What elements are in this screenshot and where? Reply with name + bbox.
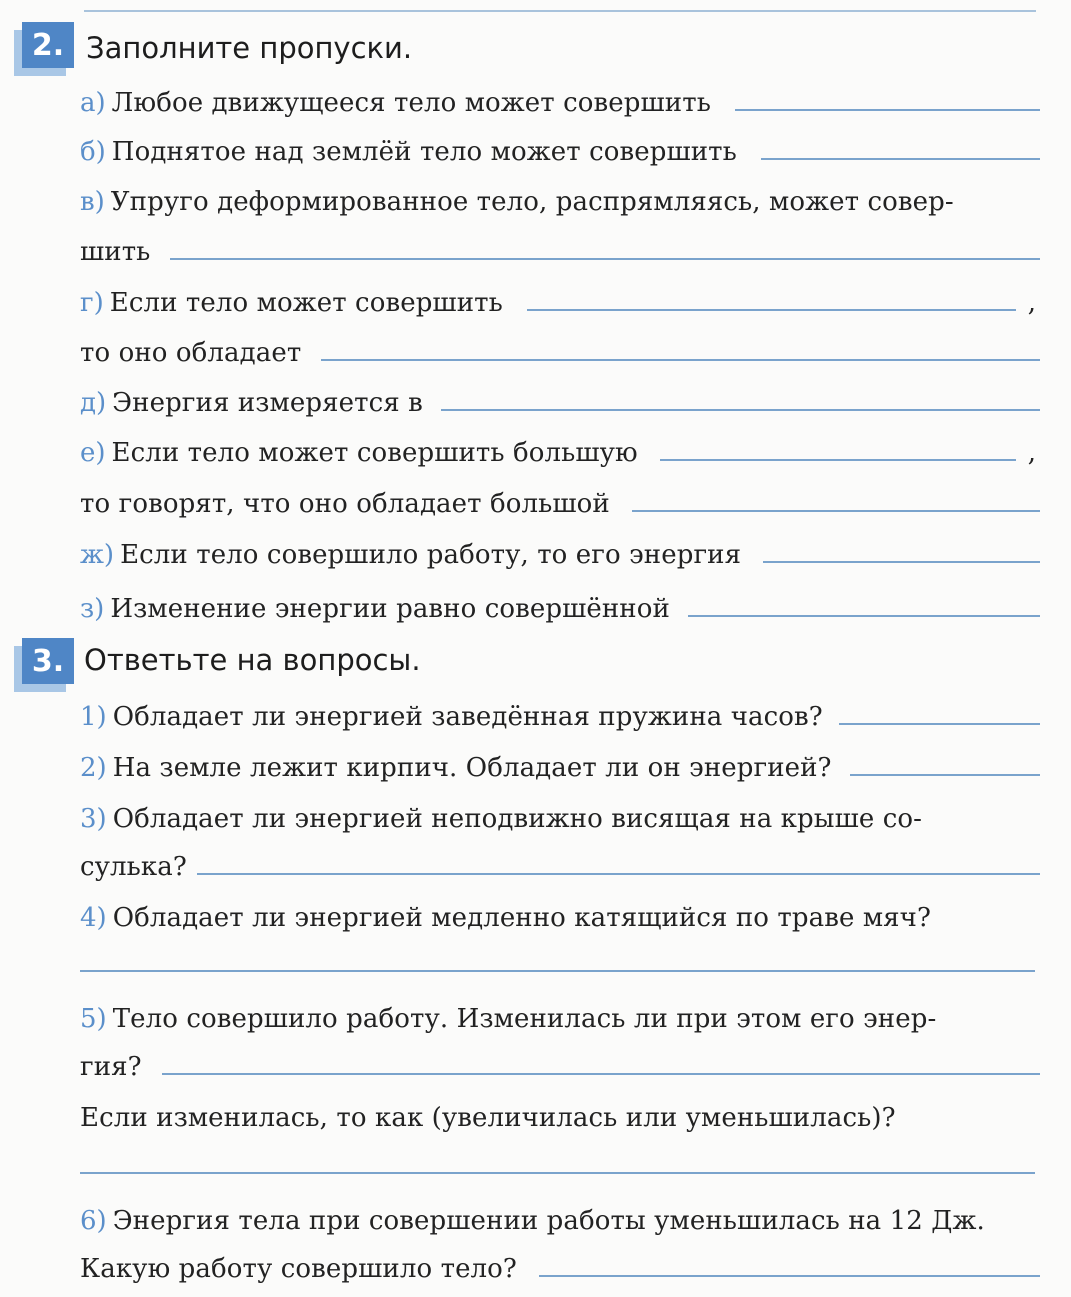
item-text-cont: гия? — [80, 1052, 142, 1082]
item-label: 4) — [80, 903, 107, 933]
task-3-question-6 — [80, 1196, 1040, 1236]
answer-blank-a[interactable] — [735, 109, 1040, 111]
item-label: 5) — [80, 1004, 107, 1034]
item-text: Если тело может совершить большую — [111, 438, 638, 468]
task-2-item-b — [80, 127, 1040, 167]
task-3-question-3-cont — [80, 842, 1040, 882]
item-text: Энергия тела при совершении работы уменьшилась на 12 Дж. — [112, 1206, 985, 1236]
item-text: Любое движущееся тело может совершить — [111, 88, 711, 118]
item-text-cont: шить — [80, 237, 151, 267]
top-rule — [84, 10, 1036, 12]
item-text: Тело совершило работу. Изменилась ли при этом его энер- — [112, 1004, 937, 1034]
item-text-followup: Если изменилась, то как (увеличилась или уменьшилась)? — [80, 1103, 896, 1133]
item-text: Изменение энергии равно совершённой — [110, 594, 670, 624]
item-label: 2) — [80, 753, 107, 783]
task-3-title: Ответьте на вопросы. — [84, 643, 421, 677]
item-text-cont: то оно обладает — [80, 338, 302, 368]
item-text-cont: Какую работу совершило тело? — [80, 1254, 517, 1284]
task-2-item-a — [80, 78, 1040, 118]
answer-blank-b[interactable] — [761, 158, 1040, 160]
answer-blank-q2[interactable] — [850, 774, 1040, 776]
item-label: з) — [80, 594, 105, 624]
item-text: Поднятое над землёй тело может совершить — [111, 137, 737, 167]
task-2-item-zh — [80, 530, 1040, 570]
task-3-question-6-cont — [80, 1244, 1040, 1284]
answer-blank-v[interactable] — [170, 258, 1040, 260]
item-text: Если тело может совершить — [109, 288, 503, 318]
item-text-cont: сулька? — [80, 852, 187, 882]
item-text: Обладает ли энергией неподвижно висящая на крыше со- — [112, 804, 922, 834]
item-text-cont: то говорят, что оно обладает большой — [80, 489, 610, 519]
task-3-question-5 — [80, 994, 1040, 1034]
answer-blank-q4[interactable] — [80, 970, 1035, 972]
task-3-question-1 — [80, 692, 1040, 732]
answer-blank-zh[interactable] — [763, 561, 1040, 563]
item-text: Если тело совершило работу, то его энергия — [120, 540, 742, 570]
answer-blank-e2[interactable] — [632, 510, 1040, 512]
item-label: а) — [80, 88, 106, 118]
task-2-item-e — [80, 428, 1040, 468]
item-label: 6) — [80, 1206, 107, 1236]
comma: , — [1027, 438, 1036, 468]
item-label: е) — [80, 438, 106, 468]
answer-blank-d[interactable] — [441, 409, 1040, 411]
task-3-number: 3. — [22, 638, 74, 684]
item-label: ж) — [80, 540, 115, 570]
task-2-item-g — [80, 278, 1040, 318]
answer-blank-z[interactable] — [688, 615, 1040, 617]
task-2-item-d — [80, 378, 1040, 418]
item-label: д) — [80, 388, 107, 418]
item-text: Энергия измеряется в — [112, 388, 423, 418]
answer-blank-q3[interactable] — [197, 873, 1040, 875]
task-3-question-5-cont — [80, 1042, 1040, 1082]
task-2-item-z — [80, 584, 1040, 624]
task-2-item-e-cont — [80, 479, 1040, 519]
item-label: 3) — [80, 804, 107, 834]
item-label: б) — [80, 137, 106, 167]
task-2-item-v-cont — [80, 227, 1040, 267]
item-label: 1) — [80, 702, 107, 732]
answer-blank-q6[interactable] — [539, 1275, 1040, 1277]
task-3-question-3 — [80, 794, 1040, 834]
item-label: в) — [80, 187, 105, 217]
item-text: На земле лежит кирпич. Обладает ли он энергией? — [112, 753, 832, 783]
answer-blank-g2[interactable] — [321, 359, 1040, 361]
answer-blank-q5b[interactable] — [80, 1172, 1035, 1174]
answer-blank-q1[interactable] — [839, 723, 1040, 725]
task-2-number: 2. — [22, 22, 74, 68]
answer-blank-g1[interactable] — [527, 309, 1016, 311]
item-label: г) — [80, 288, 104, 318]
task-3-question-4 — [80, 893, 1040, 933]
task-3-question-5-followup — [80, 1093, 1040, 1133]
item-text: Упруго деформированное тело, распрямляясь, может совер- — [110, 187, 954, 217]
task-2-item-v — [80, 177, 1040, 217]
task-2-item-g-cont — [80, 328, 1040, 368]
task-2-title: Заполните пропуски. — [86, 31, 413, 65]
answer-blank-q5a[interactable] — [162, 1073, 1040, 1075]
answer-blank-e1[interactable] — [660, 459, 1016, 461]
item-text: Обладает ли энергией заведённая пружина часов? — [112, 702, 823, 732]
item-text: Обладает ли энергией медленно катящийся по траве мяч? — [112, 903, 931, 933]
comma: , — [1027, 288, 1036, 318]
task-3-question-2 — [80, 743, 1040, 783]
